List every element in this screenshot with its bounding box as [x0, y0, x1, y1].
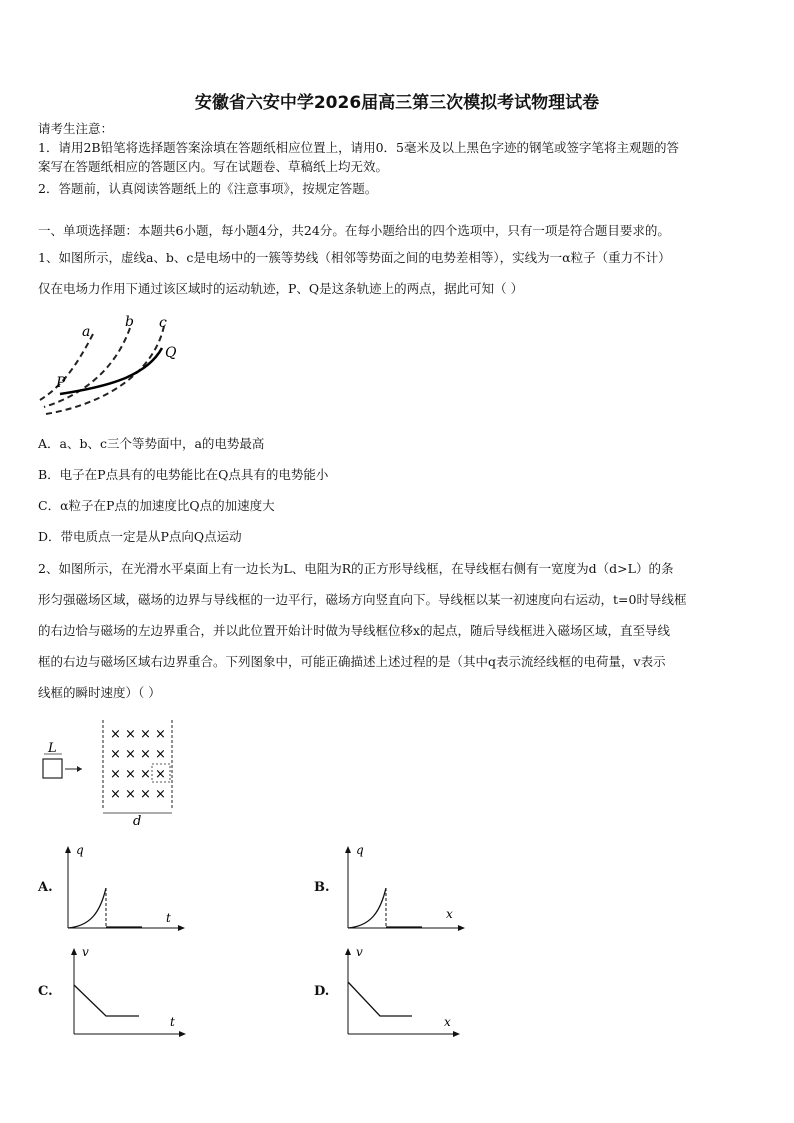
q2-stem-line3: 的右边恰与磁场的左边界重合，并以此位置开始计时做为导线框位移x的起点，随后导线框进入磁场区域，直至导线 — [38, 623, 671, 638]
graph-b-yaxis: q — [356, 843, 364, 857]
q2-option-c-label: C. — [38, 984, 53, 999]
label-b: b — [125, 314, 134, 330]
svg-text:×: × — [155, 767, 166, 782]
notice-item-1: 1．请用2B铅笔将选择题答案涂填在答题纸相应位置上，请用0．5毫米及以上黑色字迹的钢笔或签字笔将主观题的答 — [38, 140, 679, 155]
label-width-d: d — [133, 814, 142, 828]
graph-b — [340, 838, 470, 933]
svg-text:×: × — [140, 767, 151, 782]
q2-option-a-label: A. — [38, 880, 53, 895]
particle-trajectory — [60, 348, 162, 394]
graph-c-yaxis: v — [82, 945, 89, 959]
svg-text:×: × — [110, 727, 121, 742]
label-a: a — [82, 324, 91, 340]
graph-d-yaxis: v — [356, 945, 363, 959]
notice-item-1-cont: 案写在答题纸相应的答题区内。写在试题卷、草稿纸上均无效。 — [38, 159, 389, 174]
graph-c-line — [74, 985, 139, 1016]
q2-stem-line5: 线框的瞬时速度）（ ） — [38, 685, 161, 700]
svg-text:×: × — [140, 747, 151, 762]
graph-c-xaxis: t — [170, 1015, 175, 1029]
svg-text:×: × — [140, 787, 151, 802]
q2-stem-line4: 框的右边与磁场区域右边界重合。下列图象中，可能正确描述上述过程的是（其中q表示流经线框的电荷量，v表示 — [38, 654, 666, 669]
q1-option-c: C．α粒子在P点的加速度比Q点的加速度大 — [38, 498, 275, 513]
svg-text:×: × — [110, 767, 121, 782]
graph-d-line — [348, 982, 412, 1016]
q1-stem-line2: 仅在电场力作用下通过该区域时的运动轨迹，P、Q是这条轨迹上的两点，据此可知（ ） — [38, 281, 524, 296]
label-p: P — [56, 375, 66, 391]
svg-text:×: × — [155, 747, 166, 762]
magnetic-field-figure — [38, 718, 178, 828]
graph-d-xaxis: x — [444, 1015, 451, 1029]
field-crosses — [110, 727, 166, 802]
svg-text:×: × — [125, 727, 136, 742]
equipotential-figure — [36, 312, 196, 416]
graph-b-xaxis: x — [446, 907, 453, 921]
svg-text:×: × — [125, 787, 136, 802]
q1-stem-line1: 1、如图所示，虚线a、b、c是电场中的一簇等势线（相邻等势面之间的电势差相等），实线为一α粒子（重力不计） — [38, 250, 671, 265]
label-side-L: L — [48, 741, 57, 756]
graph-d — [340, 940, 465, 1040]
label-q: Q — [165, 345, 177, 361]
graph-a — [60, 838, 190, 933]
notice-heading: 请考生注意： — [38, 121, 114, 136]
equipotential-line-c — [46, 326, 164, 414]
q2-option-d-label: D. — [314, 984, 330, 999]
svg-text:×: × — [125, 747, 136, 762]
notice-item-2: 2．答题前，认真阅读答题纸上的《注意事项》，按规定答题。 — [38, 181, 378, 196]
q1-option-b: B．电子在P点具有的电势能比在Q点具有的电势能小 — [38, 467, 329, 482]
q1-option-d: D．带电质点一定是从P点向Q点运动 — [38, 529, 242, 544]
section-heading: 一、单项选择题：本题共6小题，每小题4分，共24分。在每小题给出的四个选项中，只有一项是符合题目要求的。 — [38, 223, 670, 238]
graph-a-curve — [68, 888, 106, 928]
graph-a-xaxis: t — [166, 911, 171, 925]
svg-text:×: × — [110, 787, 121, 802]
velocity-arrowhead — [77, 766, 82, 772]
svg-text:×: × — [155, 787, 166, 802]
q2-stem-line1: 2、如图所示，在光滑水平桌面上有一边长为L、电阻为R的正方形导线框，在导线框右侧有一宽度为d（d>L）的条 — [38, 561, 674, 576]
q2-stem-line2: 形匀强磁场区域，磁场的边界与导线框的一边平行，磁场方向竖直向下。导线框以某一初速度向右运动，t=0时导线框 — [38, 592, 687, 607]
svg-text:×: × — [155, 727, 166, 742]
svg-text:×: × — [140, 727, 151, 742]
graph-c — [66, 940, 191, 1040]
graph-a-yaxis: q — [76, 843, 84, 857]
svg-text:×: × — [125, 767, 136, 782]
label-c: c — [159, 315, 167, 331]
wire-frame — [43, 759, 62, 778]
graph-b-curve — [348, 888, 386, 928]
q1-option-a: A．a、b、c三个等势面中，a的电势最高 — [38, 436, 265, 451]
page-title: 安徽省六安中学2026届高三第三次模拟考试物理试卷 — [194, 93, 600, 113]
svg-text:×: × — [110, 747, 121, 762]
q2-option-b-label: B. — [314, 880, 330, 895]
